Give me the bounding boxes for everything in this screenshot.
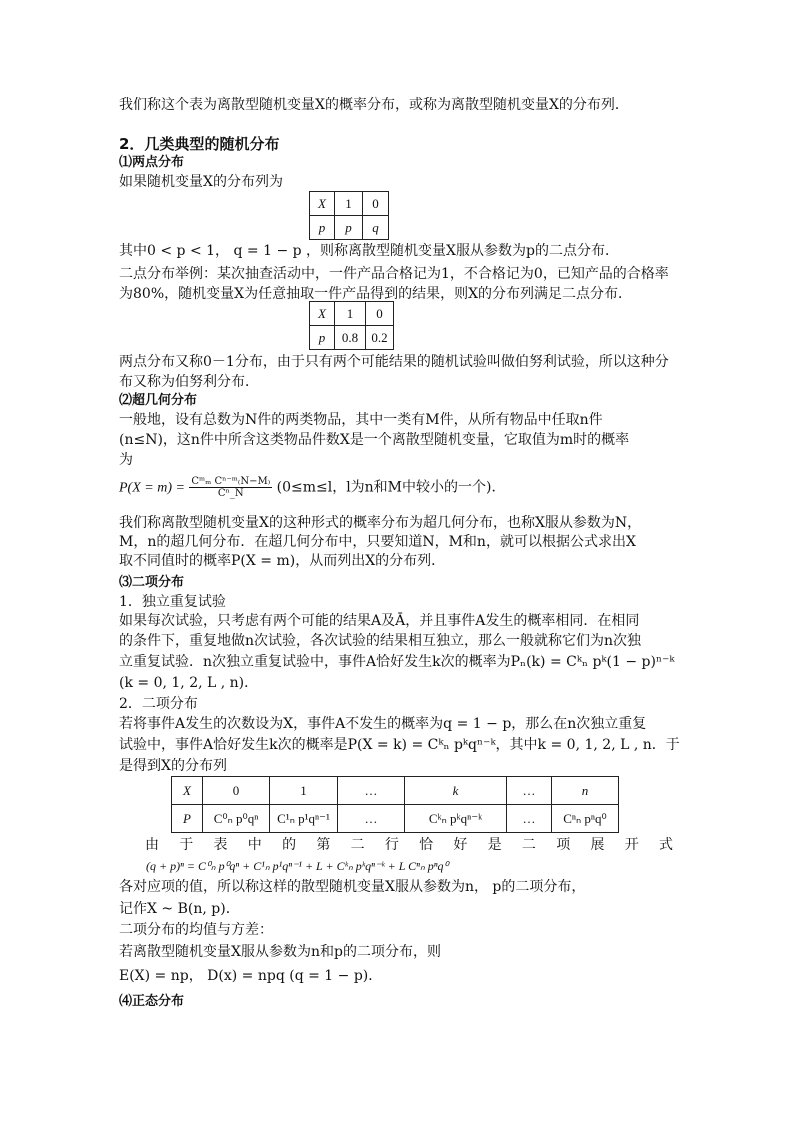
table-cell: 0 bbox=[203, 777, 270, 805]
table-cell: C¹ₙ p¹qⁿ⁻¹ bbox=[270, 805, 338, 833]
hyper-line2: (n≤N)，这n件中所含这类物品件数X是一个离散型随机变量，它取值为m时的概率 bbox=[119, 432, 630, 448]
char: 恰 bbox=[419, 837, 434, 853]
binom-line8: 各对应项的值，所以称这样的散型随机变量X服从参数为n， p的二项分布， bbox=[119, 879, 586, 895]
table-cell: p bbox=[310, 326, 335, 350]
two-point-line1: 如果随机变量X的分布列为 bbox=[119, 174, 283, 190]
binom-line1: 如果每次试验，只考虑有两个可能的结果A及Ā，并且事件A发生的概率相同．在相同 bbox=[119, 613, 640, 629]
char: 行 bbox=[384, 837, 399, 853]
table-cell: … bbox=[507, 805, 552, 833]
char: 开 bbox=[624, 837, 639, 853]
char: 第 bbox=[316, 837, 331, 853]
table-cell: n bbox=[552, 777, 619, 805]
table-cell: 0.2 bbox=[366, 326, 394, 350]
table-cell: Cᵏₙ pᵏqⁿ⁻ᵏ bbox=[405, 805, 507, 833]
char: 由 bbox=[145, 837, 159, 853]
binom-line12: E(X) = np， D(x) = npq (q = 1 − p)． bbox=[119, 968, 383, 984]
table-cell: … bbox=[338, 805, 405, 833]
two-point-line3: 二点分布举例：某次抽查活动中，一件产品合格记为1，不合格记为0，已知产品的合格率 bbox=[119, 266, 669, 282]
two-point-line5: 两点分布又称0－1分布，由于只有两个可能结果的随机试验叫做伯努利试验，所以这种分 bbox=[119, 354, 669, 370]
char: 的 bbox=[282, 837, 297, 853]
binomial-table bbox=[171, 776, 619, 833]
table-cell: q bbox=[363, 216, 389, 240]
table-cell: X bbox=[310, 192, 335, 216]
char: 是 bbox=[487, 837, 502, 853]
hyper-formula bbox=[119, 476, 505, 499]
char: 二 bbox=[521, 837, 536, 853]
table-cell: P bbox=[172, 805, 203, 833]
two-point-line4: 为80%，随机变量X为任意抽取一件产品得到的结果，则X的分布列满足二点分布． bbox=[119, 286, 633, 302]
binom-line5: 若将事件A发生的次数设为X，事件A不发生的概率为q = 1 − p，那么在n次独立重复 bbox=[119, 716, 647, 732]
hyper-line6: 取不同值时的概率P(X = m)，从而列出X的分布列． bbox=[119, 553, 446, 569]
binom-sub1: 1．独立重复试验 bbox=[119, 594, 226, 610]
table-cell: 0 bbox=[366, 302, 394, 326]
binom-line6: 试验中，事件A恰好发生k次的概率是P(X = k) = Cᵏₙ pᵏqⁿ⁻ᵏ，其中k = 0, 1, 2, L , n．于 bbox=[119, 737, 680, 753]
table-cell: X bbox=[172, 777, 203, 805]
table-cell: … bbox=[338, 777, 405, 805]
hyper-line3: 为 bbox=[119, 452, 133, 468]
table-cell: 1 bbox=[335, 192, 363, 216]
two-point-line2: 其中0 < p < 1， q = 1 − p ，则称离散型随机变量X服从参数为p的二点分布． bbox=[119, 243, 619, 259]
justified-line bbox=[145, 835, 673, 855]
table-cell: 1 bbox=[270, 777, 338, 805]
binom-line4: (k = 0, 1, 2, L , n)． bbox=[119, 675, 259, 691]
char: 于 bbox=[179, 837, 194, 853]
table-cell: 0.8 bbox=[335, 326, 366, 350]
binom-heading: ⑶二项分布 bbox=[119, 575, 185, 590]
fraction-denominator: Cⁿ_N bbox=[217, 488, 244, 499]
hyper-line5: M，n的超几何分布．在超几何分布中，只要知道N，M和n，就可以根据公式求出X bbox=[119, 534, 636, 550]
binom-line9: 记作X ~ B(n, p)． bbox=[119, 901, 240, 917]
binom-line3: 立重复试验．n次独立重复试验中，事件A恰好发生k次的概率为Pₙ(k) = Cᵏₙ pᵏ(1 − p)ⁿ⁻ᵏ bbox=[119, 654, 675, 670]
section-title: 2．几类典型的随机分布 bbox=[119, 135, 280, 153]
two-point-table bbox=[309, 191, 389, 240]
binom-line2: 的条件下，重复地做n次试验，各次试验的结果相互独立，那么一般就称它们为n次独 bbox=[119, 633, 642, 649]
table-cell: … bbox=[507, 777, 552, 805]
char: 二 bbox=[350, 837, 365, 853]
binom-line7: 是得到X的分布列 bbox=[119, 758, 227, 774]
table-cell: Cⁿₙ pⁿq⁰ bbox=[552, 805, 619, 833]
char: 式 bbox=[658, 837, 673, 853]
binom-line10: 二项分布的均值与方差： bbox=[119, 922, 273, 938]
hyper-line4: 我们称离散型随机变量X的这种形式的概率分布为超几何分布，也称X服从参数为N， bbox=[119, 515, 642, 531]
formula-right: (0≤m≤l，l为n和M中较小的一个)． bbox=[276, 479, 506, 496]
table-cell: 1 bbox=[335, 302, 366, 326]
binom-line11: 若离散型随机变量X服从参数为n和p的二项分布，则 bbox=[119, 944, 441, 960]
char: 表 bbox=[213, 837, 228, 853]
char: 中 bbox=[247, 837, 262, 853]
char: 好 bbox=[453, 837, 468, 853]
hyper-heading: ⑵超几何分布 bbox=[119, 393, 198, 408]
fraction-numerator: Cᵐₘ Cⁿ⁻ᵐ₍N−M₎ bbox=[191, 476, 271, 487]
formula-fraction bbox=[189, 476, 272, 499]
table-cell: C⁰ₙ p⁰qⁿ bbox=[203, 805, 270, 833]
normal-heading: ⑷正态分布 bbox=[119, 994, 185, 1009]
char: 展 bbox=[590, 837, 605, 853]
binom-sub2: 2．二项分布 bbox=[119, 696, 198, 712]
table-cell: k bbox=[405, 777, 507, 805]
table-cell: p bbox=[335, 216, 363, 240]
table-cell: X bbox=[310, 302, 335, 326]
intro-text: 我们称这个表为离散型随机变量X的概率分布，或称为离散型随机变量X的分布列． bbox=[119, 97, 629, 113]
table-cell: 0 bbox=[363, 192, 389, 216]
binomial-expansion: (q + p)ⁿ = C⁰ₙ p⁰qⁿ + C¹ₙ p¹qⁿ⁻¹ + L + Cᵏₙ pᵏqⁿ⁻ᵏ + L Cⁿₙ pⁿq⁰ bbox=[146, 859, 449, 873]
formula-left: P(X = m) = bbox=[119, 480, 185, 496]
two-point-line6: 布又称为伯努利分布． bbox=[119, 374, 259, 390]
char: 项 bbox=[556, 837, 571, 853]
two-point-example-table bbox=[309, 301, 394, 350]
two-point-heading: ⑴两点分布 bbox=[119, 155, 185, 170]
table-cell: p bbox=[310, 216, 335, 240]
hyper-line1: 一般地，设有总数为N件的两类物品，其中一类有M件，从所有物品中任取n件 bbox=[119, 412, 603, 428]
